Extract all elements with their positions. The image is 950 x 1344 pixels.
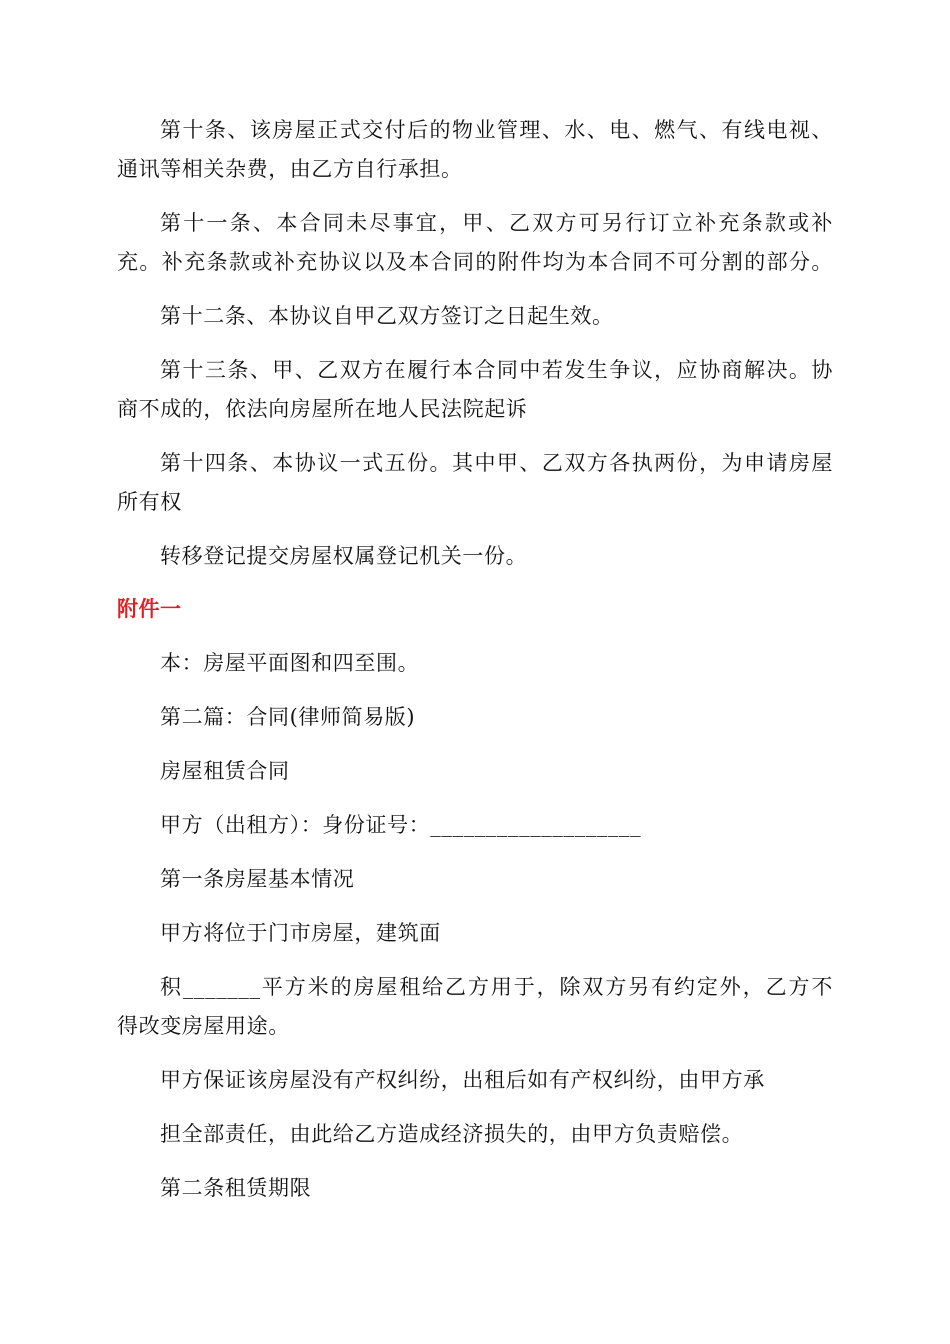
article-1-line-2: 积_______平方米的房屋租给乙方用于，除双方另有约定外，乙方不 — [160, 975, 833, 999]
clause-14-line-1: 第十四条、本协议一式五份。其中甲、乙双方各执两份，为申请房屋 — [160, 451, 833, 475]
attachment-heading: 附件一 — [117, 597, 182, 621]
section-title-chapter-2: 第二篇：合同(律师简易版) — [160, 705, 416, 729]
article-1-line-1: 甲方将位于门市房屋，建筑面 — [160, 921, 441, 945]
attachment-note: 本：房屋平面图和四至围。 — [160, 651, 420, 675]
clause-11-line-1: 第十一条、本合同未尽事宜，甲、乙双方可另行订立补充条款或补 — [160, 211, 833, 235]
clause-11-line-2: 充。补充条款或补充协议以及本合同的附件均为本合同不可分割的部分。 — [117, 250, 833, 274]
clause-12: 第十二条、本协议自甲乙双方签订之日起生效。 — [160, 304, 614, 328]
clause-13-line-1: 第十三条、甲、乙双方在履行本合同中若发生争议，应协商解决。协 — [160, 358, 833, 382]
article-1-title: 第一条房屋基本情况 — [160, 867, 355, 891]
clause-10-line-2: 通讯等相关杂费，由乙方自行承担。 — [117, 157, 463, 181]
article-1-line-4: 甲方保证该房屋没有产权纠纷，出租后如有产权纠纷，由甲方承 — [160, 1068, 765, 1092]
contract-title: 房屋租赁合同 — [160, 759, 290, 783]
article-2-title: 第二条租赁期限 — [160, 1176, 312, 1200]
clause-14-line-2: 所有权 — [117, 490, 182, 514]
party-a-line: 甲方（出租方）：身份证号：___________________ — [160, 813, 642, 837]
clause-10-line-1: 第十条、该房屋正式交付后的物业管理、水、电、燃气、有线电视、 — [160, 118, 833, 142]
clause-13-line-2: 商不成的，依法向房屋所在地人民法院起诉 — [117, 397, 528, 421]
article-1-line-5: 担全部责任，由此给乙方造成经济损失的，由甲方负责赔偿。 — [160, 1122, 744, 1146]
article-1-line-3: 得改变房屋用途。 — [117, 1014, 290, 1038]
clause-14-line-3: 转移登记提交房屋权属登记机关一份。 — [160, 544, 528, 568]
